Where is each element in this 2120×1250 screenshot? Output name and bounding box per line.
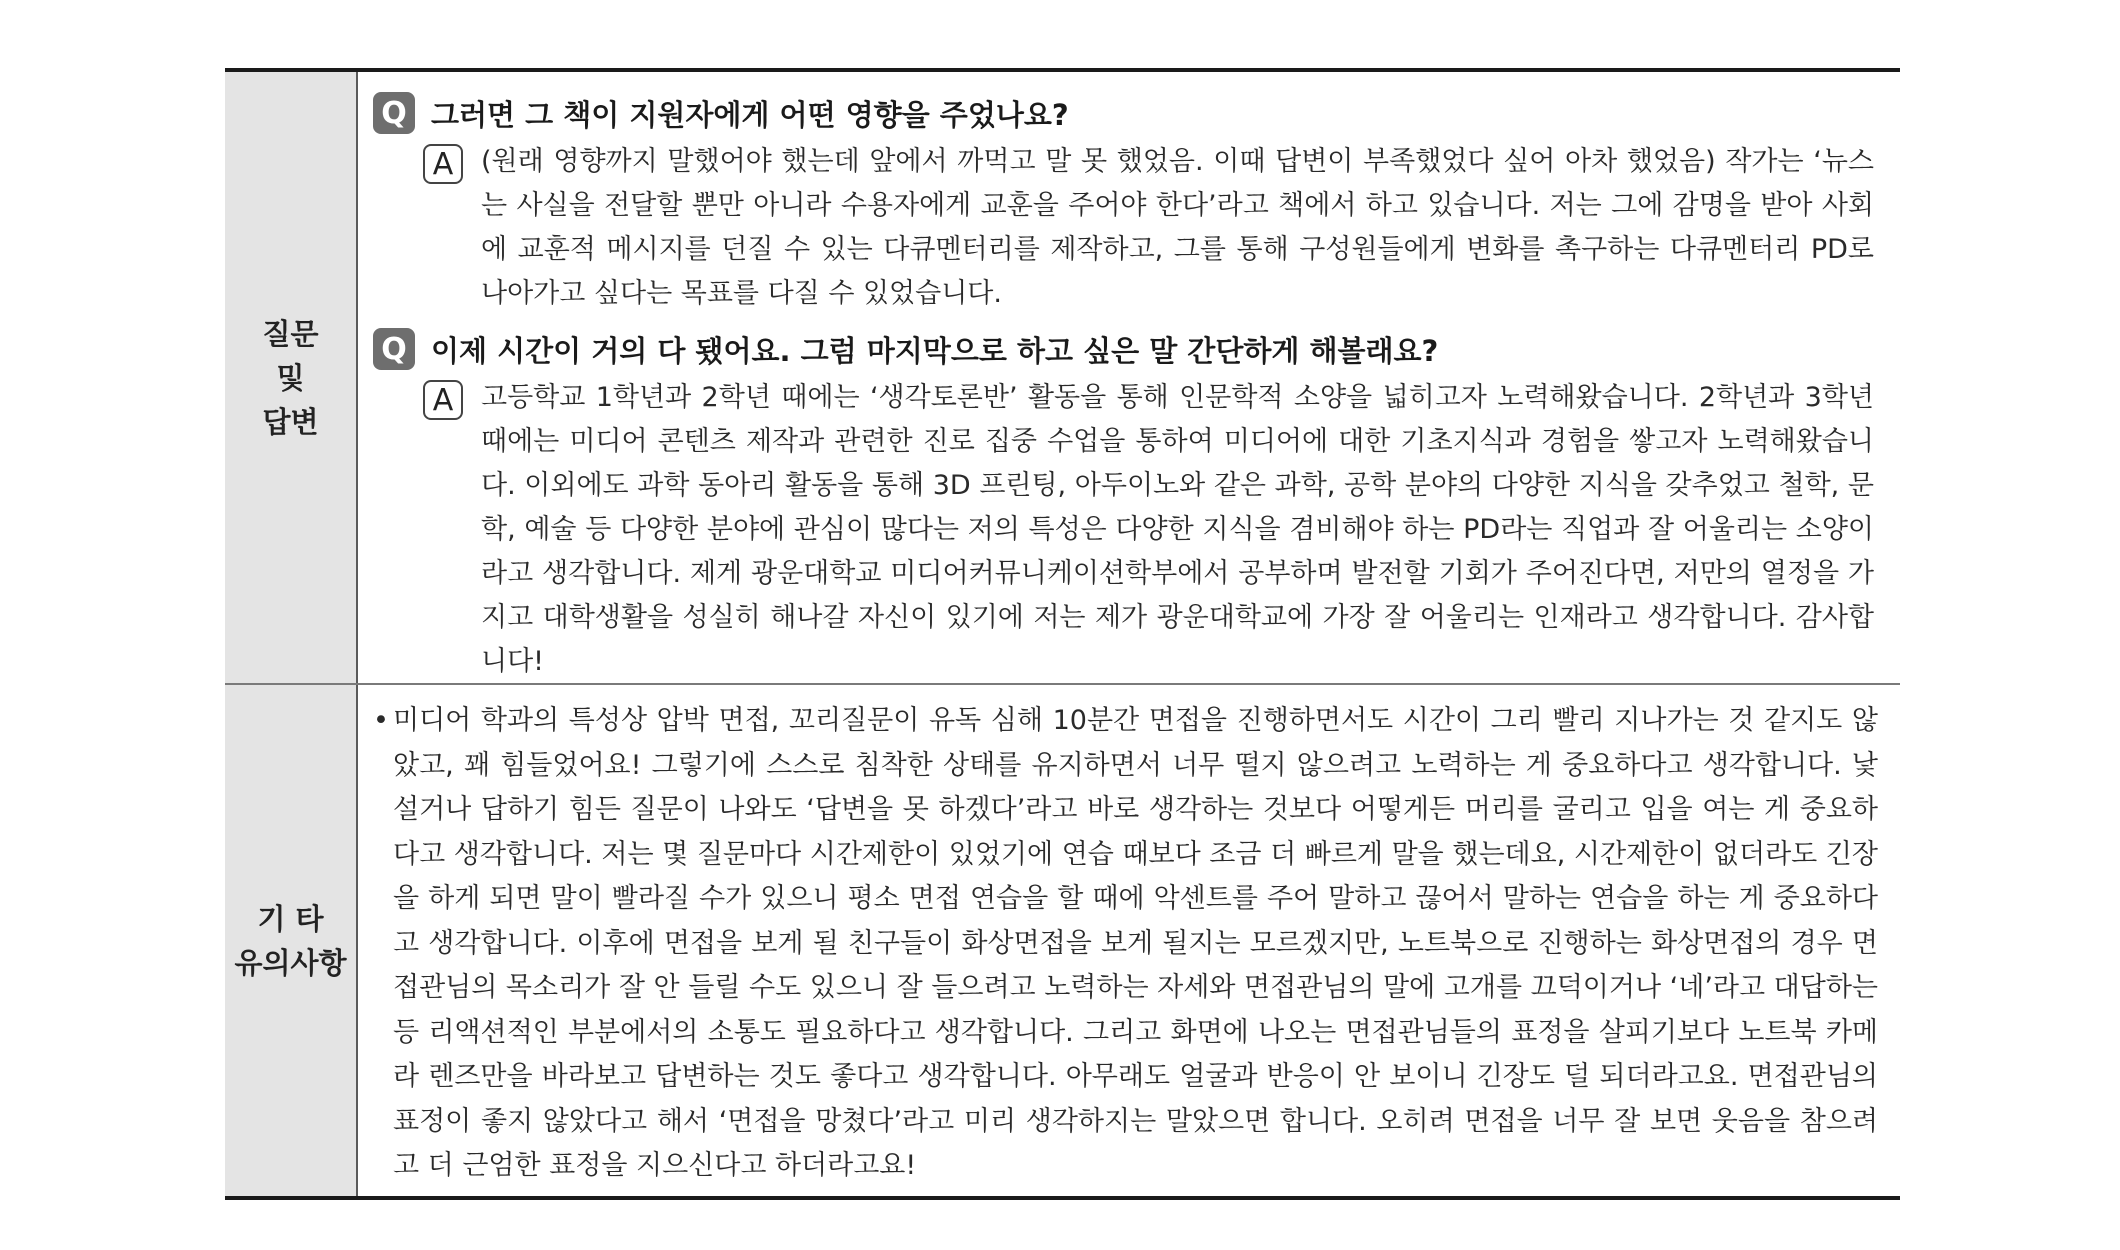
q-badge-icon: Q	[373, 92, 415, 134]
note-text: 미디어 학과의 특성상 압박 면접, 꼬리질문이 유독 심해 10분간 면접을 진행하면서도 시간이 그리 빨리 지나가는 것 같지도 않았고, 꽤 힘들었어요! 그렇기에 스스로 침착한 상태를 유지하면서 너무 떨지 않으려고 노력하는 게 중요하다고 생각합니다. 낯설거나 답하기 힘든 질문이 나와도 ‘답변을 못 하겠다’라고 바로 생각하는 것보다 어떻게든 머리를 굴리고 입을 여는 게 중요하다고 생각합니다. 저는 몇 질문마다 시간제한이 있었기에 연습 때보다 조금 더 빠르게 말을 했는데요, 시간제한이 없더라도 긴장을 하게 되면 말이 빨라질 수가 있으니 평소 면접 연습을 할 때에 악센트를 주어 말하고 끊어서 말하는 연습을 하는 게 중요하다고 생각합니다. 이후에 면접을 보게 될 친구들이 화상면접을 보게 될지는 모르겠지만, 노트북으로 진행하는 화상면접의 경우 면접관님의 목소리가 잘 안 들릴 수도 있으니 잘 들으려고 노력하는 자세와 면접관님의 말에 고개를 끄덕이거나 ‘네’라고 대답하는 등 리액션적인 부분에서의 소통도 필요하다고 생각합니다. 그리고 화면에 나오는 면접관님들의 표정을 살피기보다 노트북 카메라 렌즈만을 바라보고 답변하는 것도 좋다고 생각합니다. 아무래도 얼굴과 반응이 안 보이니 긴장도 덜 되더라고요. 면접관님의 표정이 좋지 않았다고 해서 ‘면접을 망쳤다’라고 미리 생각하지는 말았으면 합니다. 오히려 면접을 너무 잘 보면 웃음을 참으려고 더 근엄한 표정을 지으신다고 하더라고요!	[393, 705, 1878, 1181]
answer-2	[423, 376, 1885, 684]
qa-row	[225, 72, 1900, 683]
qa-content-cell	[358, 72, 1900, 683]
answer-1	[423, 140, 1885, 316]
question-1	[373, 90, 1885, 136]
qa-label-cell	[225, 72, 358, 683]
question-2	[373, 326, 1885, 372]
a-badge-icon: A	[423, 380, 463, 420]
qa-label: 질문 및 답변	[262, 316, 319, 439]
answer-text: 고등학교 1학년과 2학년 때에는 ‘생각토론반’ 활동을 통해 인문학적 소양을 넓히고자 노력해왔습니다. 2학년과 3학년 때에는 미디어 콘텐츠 제작과 관련한 진로 집중 수업을 통하여 미디어에 대한 기초지식과 경험을 쌓고자 노력해왔습니다. 이외에도 과학 동아리 활동을 통해 3D 프린팅, 아두이노와 같은 과학, 공학 분야의 다양한 지식을 갖추었고 철학, 문학, 예술 등 다양한 분야에 관심이 많다는 저의 특성은 다양한 지식을 겸비해야 하는 PD라는 직업과 잘 어울리는 소양이라고 생각합니다. 제게 광운대학교 미디어커뮤니케이션학부에서 공부하며 발전할 기회가 주어진다면, 저만의 열정을 가지고 대학생활을 성실히 해나갈 자신이 있기에 저는 제가 광운대학교에 가장 잘 어울리는 인재라고 생각합니다. 감사합니다!	[481, 382, 1874, 677]
answer-text: (원래 영향까지 말했어야 했는데 앞에서 까먹고 말 못 했었음. 이때 답변이 부족했었다 싶어 아차 했었음) 작가는 ‘뉴스는 사실을 전달할 뿐만 아니라 수용자에게 교훈을 주어야 한다’라고 책에서 하고 있습니다. 저는 그에 감명을 받아 사회에 교훈적 메시지를 던질 수 있는 다큐멘터리를 제작하고, 그를 통해 구성원들에게 변화를 촉구하는 다큐멘터리 PD로 나아가고 싶다는 목표를 다질 수 있었습니다.	[481, 146, 1874, 309]
a-badge-icon: A	[423, 144, 463, 184]
interview-table	[225, 68, 1900, 1200]
question-text: 이제 시간이 거의 다 됐어요. 그럼 마지막으로 하고 싶은 말 간단하게 해볼래요?	[431, 333, 1439, 368]
notes-row	[225, 683, 1900, 1196]
question-text: 그러면 그 책이 지원자에게 어떤 영향을 주었나요?	[431, 97, 1069, 132]
notes-label: 기 타 유의사항	[234, 901, 347, 980]
q-badge-icon: Q	[373, 328, 415, 370]
notes-content-cell	[358, 685, 1900, 1196]
notes-label-cell	[225, 685, 358, 1196]
bullet-icon: •	[373, 705, 389, 736]
note-item	[373, 699, 1885, 1189]
